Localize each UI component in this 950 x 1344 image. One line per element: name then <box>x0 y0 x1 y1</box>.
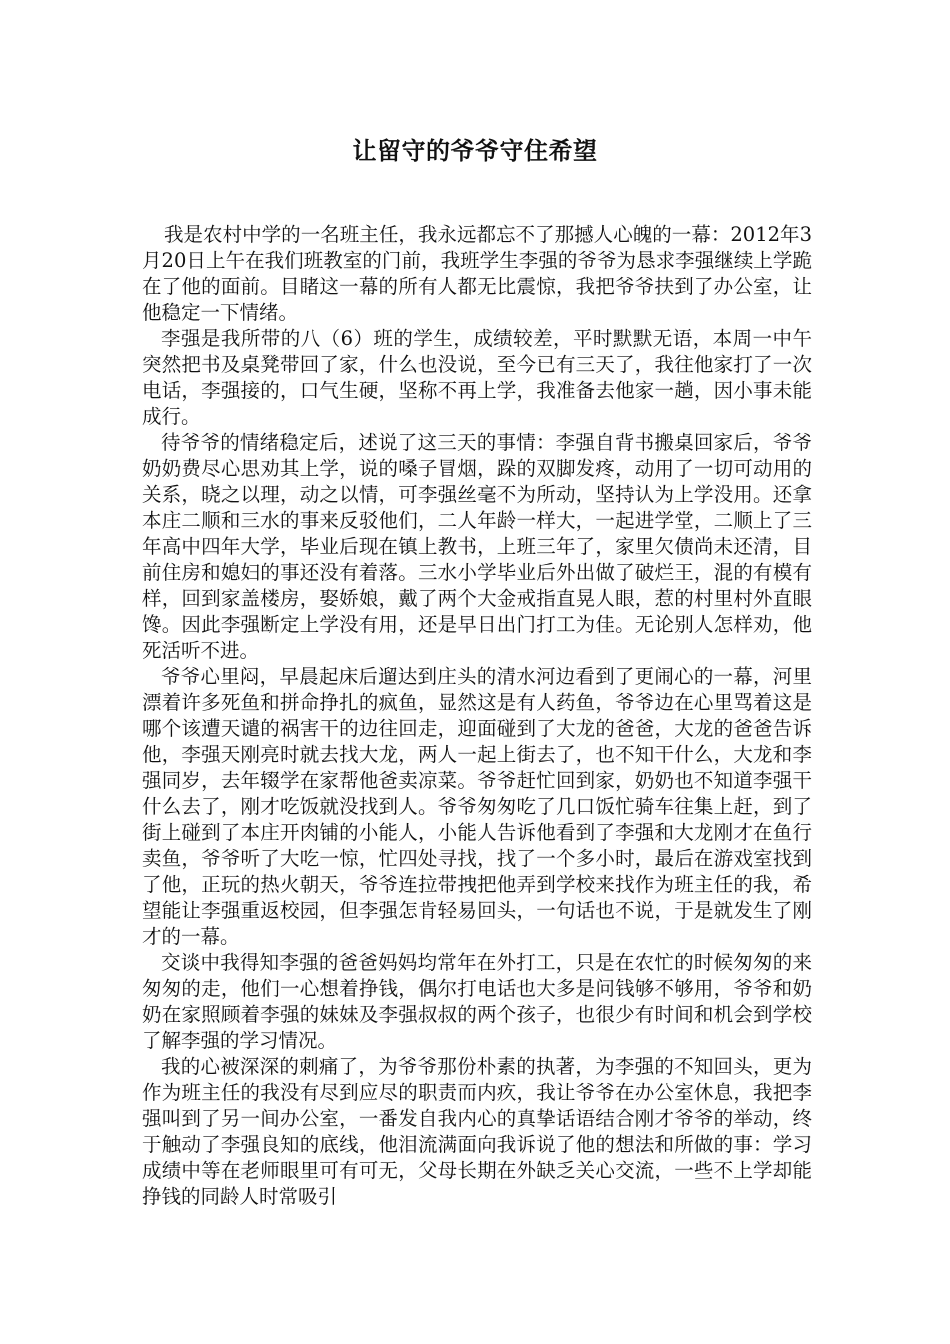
paragraph-2: 李强是我所带的八（6）班的学生，成绩较差，平时默默无语，本周一中午突然把书及桌凳带回了家，什么也没说，至今已有三天了，我往他家打了一次电话，李强接的，口气生硬，坚称不再上学，我准备去他家一趟，因小事未能成行。 <box>142 327 812 428</box>
paragraph-5: 交谈中我得知李强的爸爸妈妈均常年在外打工，只是在农忙的时候匆匆的来匆匆的走，他们一心想着挣钱，偶尔打电话也大多是问钱够不够用，爷爷和奶奶在家照顾着李强的妹妹及李强叔叔的两个孩子，也很少有时间和机会到学校了解李强的学习情况。 <box>142 951 812 1052</box>
document-title: 让留守的爷爷守住希望 <box>352 136 598 165</box>
document-body <box>142 222 812 1210</box>
paragraph-3: 待爷爷的情绪稳定后，述说了这三天的事情：李强自背书搬桌回家后，爷爷奶奶费尽心思劝其上学，说的嗓子冒烟，跺的双脚发疼，动用了一切可动用的关系，晓之以理，动之以情，可李强丝毫不为所动，坚持认为上学没用。还拿本庄二顺和三水的事来反驳他们，二人年龄一样大，一起进学堂，二顺上了三年高中四年大学，毕业后现在镇上教书，上班三年了，家里欠债尚未还清，目前住房和媳妇的事还没有着落。三水小学毕业后外出做了破烂王，混的有模有样，回到家盖楼房，娶娇娘，戴了两个大金戒指直晃人眼，惹的村里村外直眼馋。因此李强断定上学没有用，还是早日出门打工为佳。无论别人怎样劝，他死活听不进。 <box>142 431 812 662</box>
paragraph-4: 爷爷心里闷，早晨起床后遛达到庄头的清水河边看到了更闹心的一幕，河里漂着许多死鱼和拼命挣扎的疯鱼，显然这是有人药鱼，爷爷边在心里骂着这是哪个该遭天谴的祸害干的边往回走，迎面碰到了大龙的爸爸，大龙的爸爸告诉他，李强天刚亮时就去找大龙，两人一起上街去了，也不知干什么，大龙和李强同岁，去年辍学在家帮他爸卖凉菜。爷爷赶忙回到家，奶奶也不知道李强干什么去了，刚才吃饭就没找到人。爷爷匆匆吃了几口饭忙骑车往集上赶，到了街上碰到了本庄开肉铺的小能人，小能人告诉他看到了李强和大龙刚才在鱼行卖鱼，爷爷听了大吃一惊，忙四处寻找，找了一个多小时，最后在游戏室找到了他，正玩的热火朝天，爷爷连拉带拽把他弄到学校来找作为班主任的我，希望能让李强重返校园，但李强怎肯轻易回头，一句话也不说，于是就发生了刚才的一幕。 <box>142 665 812 948</box>
paragraph-6: 我的心被深深的刺痛了，为爷爷那份朴素的执著，为李强的不知回头，更为作为班主任的我没有尽到应尽的职责而内疚，我让爷爷在办公室休息，我把李强叫到了另一间办公室，一番发自我内心的真挚话语结合刚才爷爷的举动，终于触动了李强良知的底线，他泪流满面向我诉说了他的想法和所做的事：学习成绩中等在老师眼里可有可无，父母长期在外缺乏关心交流，一些不上学却能挣钱的同龄人时常吸引 <box>142 1055 812 1208</box>
paragraph-1: 我是农村中学的一名班主任，我永远都忘不了那撼人心魄的一幕：2012年3月20日上午在我们班教室的门前，我班学生李强的爷爷为恳求李强继续上学跪在了他的面前。目睹这一幕的所有人都无比震惊，我把爷爷扶到了办公室，让他稳定一下情绪。 <box>142 223 812 324</box>
